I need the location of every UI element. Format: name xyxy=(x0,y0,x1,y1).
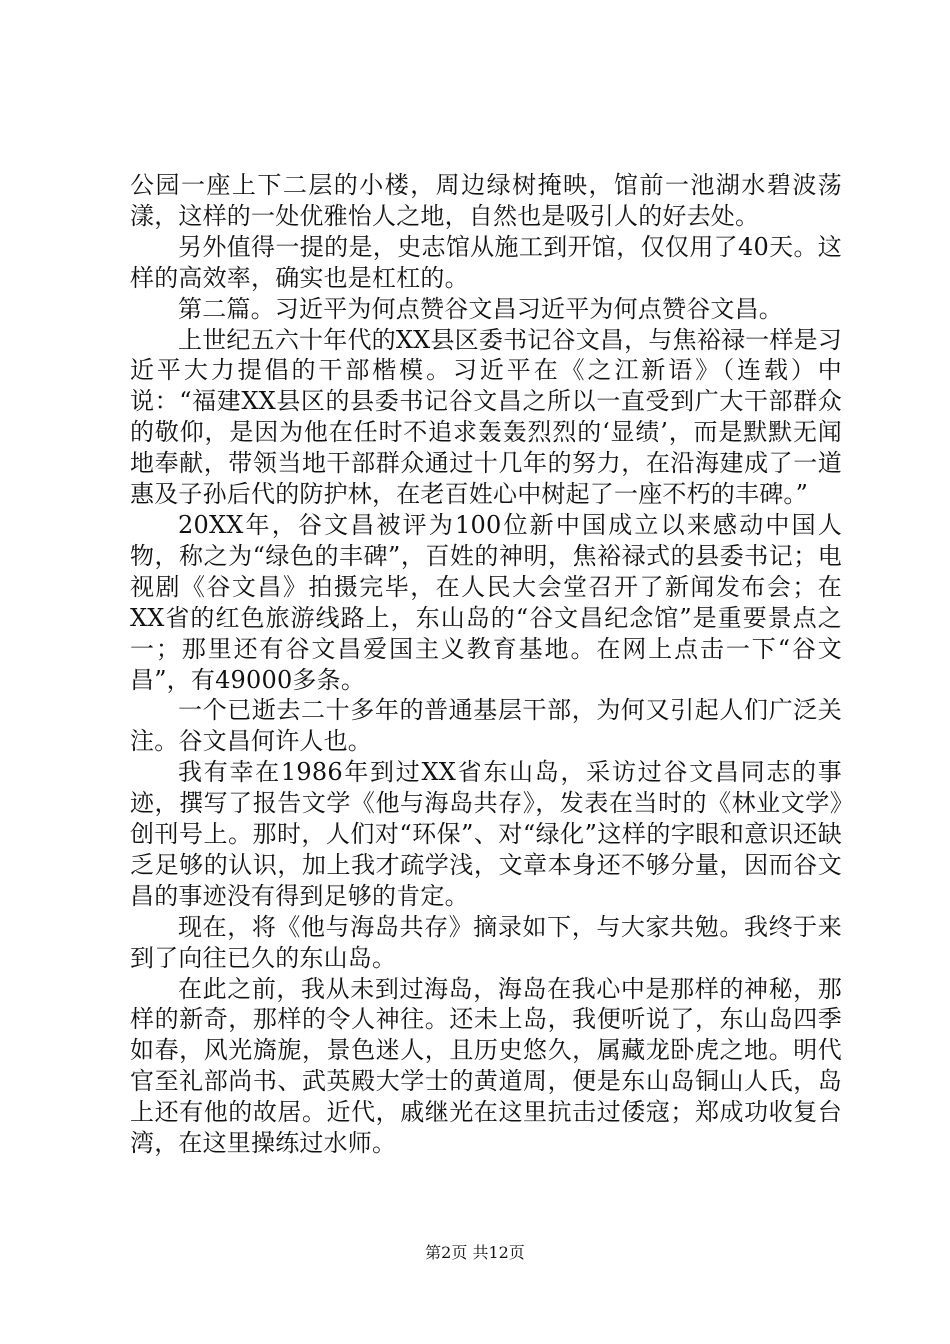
paragraph: 一个已逝去二十多年的普通基层干部，为何又引起人们广泛关注。谷文昌何许人也。 xyxy=(130,696,842,756)
section-heading-paragraph: 第二篇。习近平为何点赞谷文昌习近平为何点赞谷文昌。 xyxy=(178,294,783,323)
paragraph: 我有幸在1986年到过XX省东山岛，采访过谷文昌同志的事迹，撰写了报告文学《他与海岛共存》，发表在当时的《林业文学》创刊号上。那时，人们对“环保”、对“绿化”这样的字眼和意识还缺乏足够的认识，加上我才疏学浅，文章本身还不够分量，因而谷文昌的事迹没有得到足够的肯定。 xyxy=(130,758,842,910)
paragraph: 另外值得一提的是，史志馆从施工到开馆，仅仅用了40天。这样的高效率，确实也是杠杠的。 xyxy=(130,232,842,292)
paragraph: 在此之前，我从未到过海岛，海岛在我心中是那样的神秘，那样的新奇，那样的令人神往。还未上岛，我便听说了，东山岛四季如春，风光旖旎，景色迷人，且历史悠久，属藏龙卧虎之地。明代官至礼部尚书、武英殿大学士的黄道周，便是东山岛铜山人氏，岛上还有他的故居。近代，戚继光在这里抗击过倭寇；郑成功收复台湾，在这里操练过水师。 xyxy=(130,974,842,1158)
paragraph: 上世纪五六十年代的XX县区委书记谷文昌，与焦裕禄一样是习近平大力提倡的干部楷模。习近平在《之江新语》（连载）中说：“福建XX县区的县委书记谷文昌之所以一直受到广大干部群众的敬仰，是因为他在任时不追求轰轰烈烈的‘显绩’，而是默默无闻地奉献，带领当地干部群众通过十几年的努力，在沿海建成了一道惠及子孙后代的防护林，在老百姓心中树起了一座不朽的丰碑。” xyxy=(130,325,842,509)
paragraph: 公园一座上下二层的小楼，周边绿树掩映，馆前一池湖水碧波荡漾，这样的一处优雅怡人之地，自然也是吸引人的好去处。 xyxy=(130,171,842,230)
document-body xyxy=(130,170,842,1159)
paragraph: 现在，将《他与海岛共存》摘录如下，与大家共勉。我终于来到了向往已久的东山岛。 xyxy=(130,912,842,972)
paragraph: 20XX年，谷文昌被评为100位新中国成立以来感动中国人物，称之为“绿色的丰碑”，百姓的神明，焦裕禄式的县委书记；电视剧《谷文昌》拍摄完毕，在人民大会堂召开了新闻发布会；在XX省的红色旅游线路上，东山岛的“谷文昌纪念馆”是重要景点之一；那里还有谷文昌爱国主义教育基地。在网上点击一下“谷文昌”，有49000多条。 xyxy=(130,510,842,694)
page-number-footer: 第2页 共12页 xyxy=(425,1243,525,1262)
